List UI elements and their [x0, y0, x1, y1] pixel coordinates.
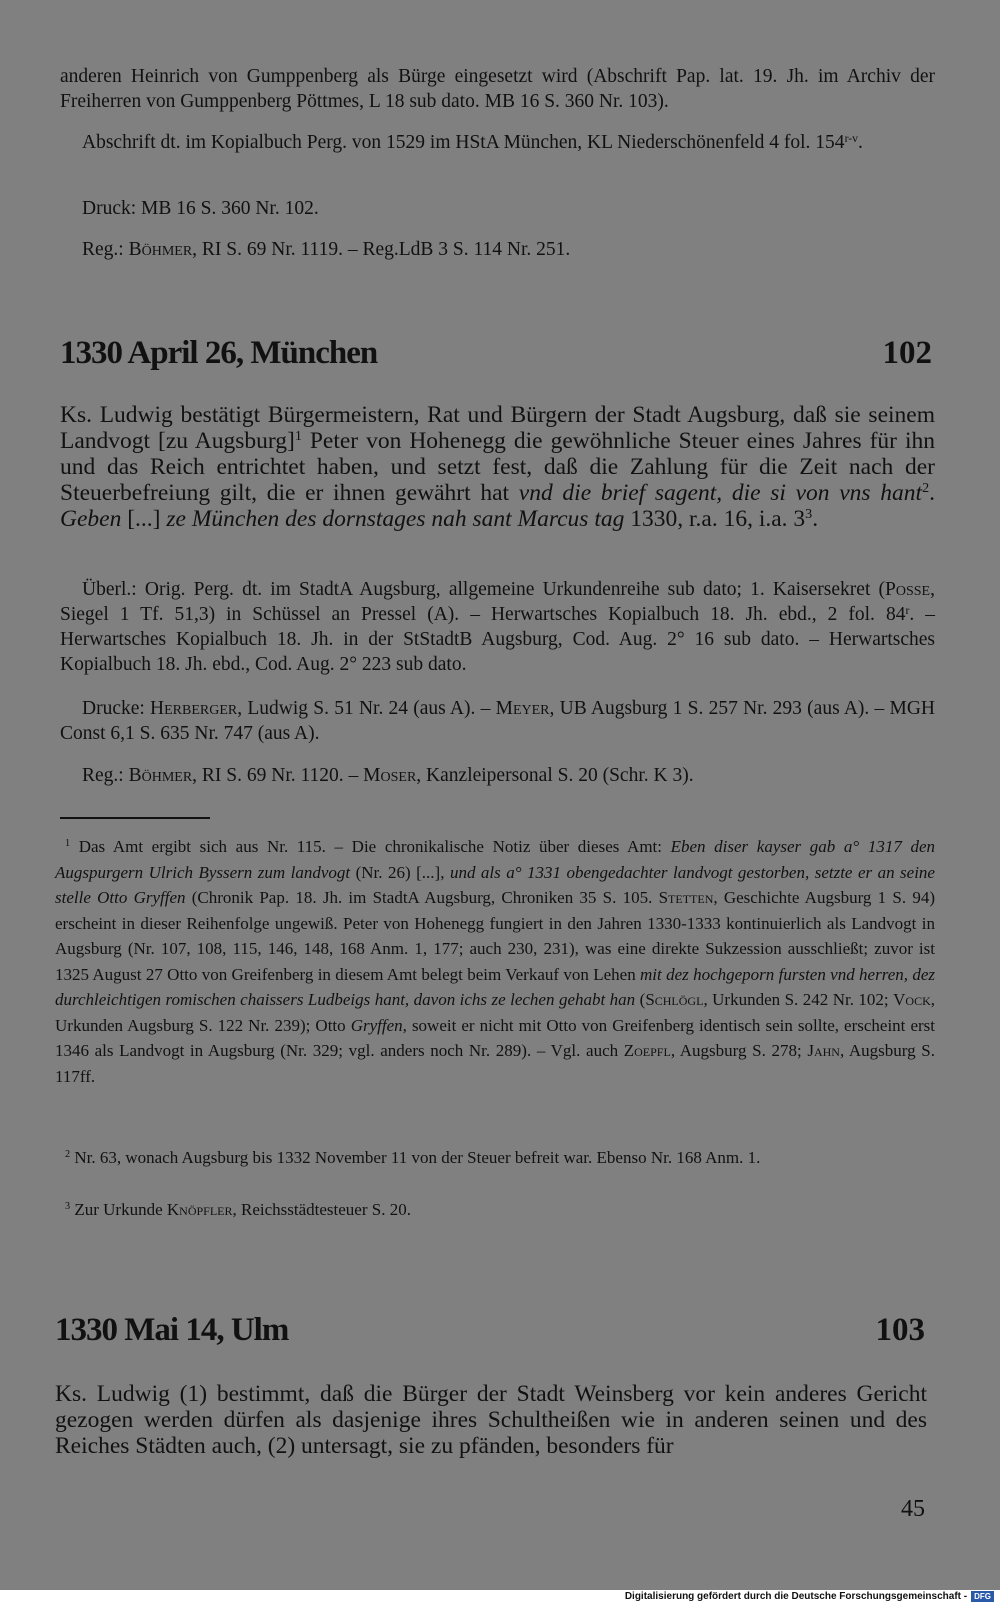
tradition-note-102: Überl.: Orig. Perg. dt. im StadtA Augsburg, allgemeine Urkundenreihe sub dato; 1. Kaisersekret (Posse, Siegel 1 Tf. 51,3) in Schüssel an Pressel (A). – Herwartsches Kopialbuch 18. Jh. ebd., 2 fol. 84$^r$. – Herwartsches Kopialbuch 18. Jh. in der StStadtB Augsburg, Cod. Aug. 2° 16 sub dato. – Herwartsches Kopialbuch 18. Jh. ebd., Cod. Aug. 2° 223 sub dato.	[60, 579, 935, 675]
page-number: 45	[901, 1496, 925, 1522]
regest-note: Reg.: Böhmer, RI S. 69 Nr. 1119. – Reg.LdB 3 S. 114 Nr. 251.	[82, 239, 571, 260]
transcript-note: Abschrift dt. im Kopialbuch Perg. von 1529 im HStA München, KL Niederschönenfeld 4 fol. 154$^{r-v}$.	[82, 131, 863, 153]
print-note: Druck: MB 16 S. 360 Nr. 102.	[82, 198, 319, 219]
intro-paragraph: anderen Heinrich von Gumppenberg als Bürge eingesetzt wird (Abschrift Pap. lat. 19. Jh. im Archiv der Freiherren von Gumppenberg Pöttmes, L 18 sub dato. MB 16 S. 360 Nr. 103).	[60, 66, 935, 112]
footer-credit-text: Digitalisierung gefördert durch die Deutsche Forschungsgemeinschaft -	[624, 1591, 968, 1602]
regest-text-103: Ks. Ludwig (1) bestimmt, daß die Bürger der Stadt Weinsberg vor kein anderes Gericht gezogen werden dürfen als dasjenige ihres Schultheißen wie in anderen seinen und des Reiches Städten auch, (2) untersagt, sie zu pfänden, besonders für	[55, 1381, 927, 1459]
regest-note-102: Reg.: Böhmer, RI S. 69 Nr. 1120. – Moser, Kanzleipersonal S. 20 (Schr. K 3).	[82, 765, 694, 786]
document-heading-103: 1330 Mai 14, Ulm	[55, 1312, 289, 1348]
document-number-102: 102	[882, 335, 932, 371]
dfg-logo-icon: DFG	[971, 1591, 994, 1602]
footnote-3: $^3$ Zur Urkunde Knöpfler, Reichsstädtesteuer S. 20.	[65, 1200, 411, 1219]
regest-text-102: Ks. Ludwig bestätigt Bürgermeistern, Rat und Bürgern der Stadt Augsburg, daß sie seinem Landvogt [zu Augsburg]$^1$ Peter von Hohenegg die gewöhnliche Steuer eines Jahres für ihn und das Reich entrichtet haben, und setzt fest, daß die Zahlung für die Zeit nach der Steuerbefreiung gilt, die er ihnen gewährt hat vnd die brief sagent, die si von vns hant$^2$. Geben [...] ze München des dornstages nah sant Marcus tag 1330, r.a. 16, i.a. $3^3$.	[60, 402, 936, 532]
footnote-1: $^1$ Das Amt ergibt sich aus Nr. 115. – Die chronikalische Notiz über dieses Amt: Eben diser kayser gab a° 1317 den Augspurgern Ulrich Byssern zum landvogt (Nr. 26) [...], und als a° 1331 obengedachter landvogt gestorben, setzte er an seine stelle Otto Gryffen (Chronik Pap. 18. Jh. im StadtA Augsburg, Chroniken 35 S. 105. Stetten, Geschichte Augsburg 1 S. 94) erscheint in dieser Reihenfolge ungewiß. Peter von Hohenegg fungiert in den Jahren 1330-1333 kontinuierlich als Landvogt in Augsburg (Nr. 107, 108, 115, 146, 148, 168 Anm. 1, 177; auch 230, 231), was eine direkte Sukzession ausschließt; zuvor ist 1325 August 27 Otto von Greifenberg in diesem Amt belegt beim Verkauf von Lehen mit dez hochgeporn fursten vnd herren, dez durchleichtigen romischen chaissers Ludbeigs hant, davon ichs ze lechen gehabt han (Schlögl, Urkunden S. 242 Nr. 102; Vock, Urkunden Augsburg S. 122 Nr. 239); Otto Gryffen, soweit er nicht mit Otto von Greifenberg identisch sein sollte, erscheint erst 1346 als Landvogt in Augsburg (Nr. 329; vgl. anders noch Nr. 289). – Vgl. auch Zoepfl, Augsburg S. 278; Jahn, Augsburg S. 117ff.	[55, 837, 935, 1086]
footnote-divider	[60, 817, 210, 819]
footer-credit	[0, 1590, 1000, 1604]
footnote-2: $^2$ Nr. 63, wonach Augsburg bis 1332 November 11 von der Steuer befreit war. Ebenso Nr. 168 Anm. 1.	[65, 1148, 761, 1167]
prints-note-102: Drucke: Herberger, Ludwig S. 51 Nr. 24 (aus A). – Meyer, UB Augsburg 1 S. 257 Nr. 293 (aus A). – MGH Const 6,1 S. 635 Nr. 747 (aus A).	[60, 698, 935, 744]
document-number-103: 103	[875, 1312, 925, 1348]
document-heading-102: 1330 April 26, München	[60, 335, 378, 371]
